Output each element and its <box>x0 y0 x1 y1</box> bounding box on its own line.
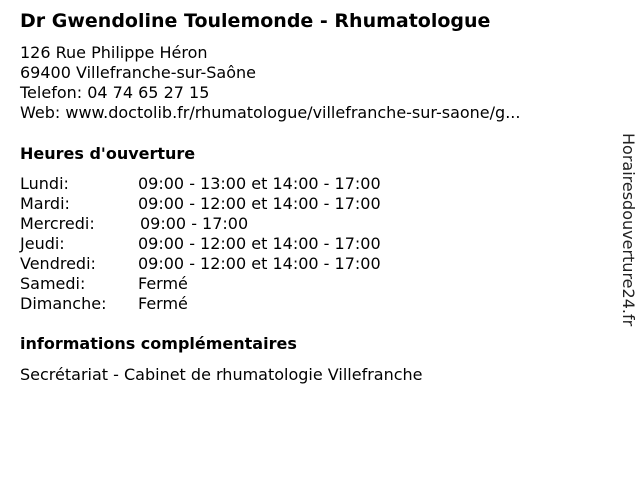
hours-thursday: 09:00 - 12:00 et 14:00 - 17:00 <box>138 234 381 253</box>
day-label-wednesday: Mercredi: <box>20 214 95 233</box>
hours-sunday: Fermé <box>138 294 188 313</box>
hours-saturday: Fermé <box>138 274 188 293</box>
phone-number[interactable]: Telefon: 04 74 65 27 15 <box>20 83 210 102</box>
additional-info-text: Secrétariat - Cabinet de rhumatologie Villefranche <box>20 365 423 384</box>
day-label-tuesday: Mardi: <box>20 194 70 213</box>
day-label-saturday: Samedi: <box>20 274 86 293</box>
day-label-sunday: Dimanche: <box>20 294 107 313</box>
hours-monday: 09:00 - 13:00 et 14:00 - 17:00 <box>138 174 381 193</box>
hours-wednesday: 09:00 - 17:00 <box>140 214 249 233</box>
additional-info-heading: informations complémentaires <box>20 334 297 353</box>
page-title: Dr Gwendoline Toulemonde - Rhumatologue <box>20 10 491 32</box>
address-city: 69400 Villefranche-sur-Saône <box>20 63 257 82</box>
day-label-monday: Lundi: <box>20 174 69 193</box>
day-label-friday: Vendredi: <box>20 254 96 273</box>
opening-hours-heading: Heures d'ouverture <box>20 144 196 163</box>
site-watermark: Horairesdouverture24.fr <box>619 133 638 327</box>
address-street: 126 Rue Philippe Héron <box>20 43 208 62</box>
website-link[interactable]: Web: www.doctolib.fr/rhumatologue/villefranche-sur-saone/g... <box>20 103 521 122</box>
hours-friday: 09:00 - 12:00 et 14:00 - 17:00 <box>138 254 381 273</box>
day-label-thursday: Jeudi: <box>20 234 65 253</box>
hours-tuesday: 09:00 - 12:00 et 14:00 - 17:00 <box>138 194 381 213</box>
